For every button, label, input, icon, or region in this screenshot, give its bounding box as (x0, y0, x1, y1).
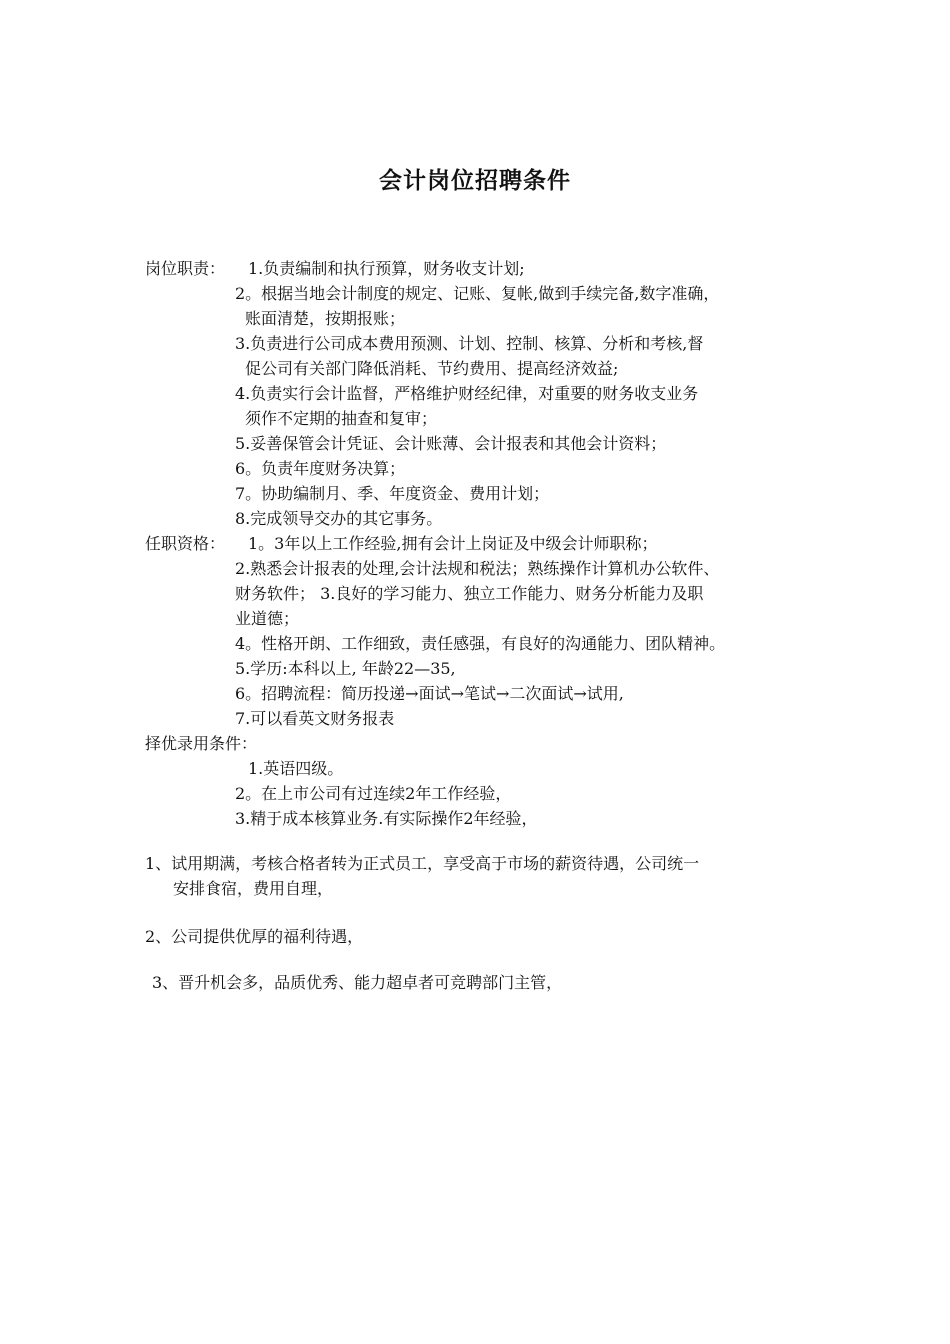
qualification-line: 6。招聘流程：简历投递→面试→笔试→二次面试→试用, (235, 684, 624, 703)
document-title: 会计岗位招聘条件 (379, 168, 571, 194)
qualifications-label: 任职资格： (145, 534, 226, 553)
qualification-line: 1。3年以上工作经验,拥有会计上岗证及中级会计师职称； (248, 534, 658, 553)
preferred-line: 2。在上市公司有过连续2年工作经验， (235, 784, 512, 803)
qualification-line: 4。性格开朗、工作细致，责任感强，有良好的沟通能力、团队精神。 (235, 634, 726, 653)
duty-line: 4.负责实行会计监督，严格维护财经纪律，对重要的财务收支业务 (235, 384, 699, 403)
duty-line: 7。协助编制月、季、年度资金、费用计划； (235, 484, 550, 503)
preferred-line: 3.精于成本核算业务.有实际操作2年经验， (235, 809, 538, 828)
benefit-line: 1、试用期满，考核合格者转为正式员工，享受高于市场的薪资待遇，公司统一 (145, 854, 700, 873)
qualification-line: 5.学历:本科以上, 年龄22—35, (235, 659, 456, 678)
qualification-line: 财务软件； 3.良好的学习能力、独立工作能力、财务分析能力及职 (235, 584, 704, 603)
benefit-line: 安排食宿，费用自理， (173, 879, 334, 898)
duty-line: 8.完成领导交办的其它事务。 (235, 509, 443, 528)
benefit-line: 3、晋升机会多，品质优秀、能力超卓者可竞聘部门主管， (152, 973, 563, 992)
duty-line: 2。根据当地会计制度的规定、记账、复帐,做到手续完备,数字准确， (235, 284, 720, 303)
preferred-line: 1.英语四级。 (248, 759, 344, 778)
qualification-line: 2.熟悉会计报表的处理,会计法规和税法；熟练操作计算机办公软件、 (235, 559, 720, 578)
benefit-line: 2、公司提供优厚的福利待遇， (145, 927, 364, 946)
duty-line: 6。负责年度财务决算； (235, 459, 406, 478)
duty-line: 1.负责编制和执行预算，财务收支计划; (248, 259, 525, 278)
duty-line: 须作不定期的抽查和复审； (245, 409, 438, 428)
qualification-line: 业道德； (235, 609, 300, 628)
duty-line: 促公司有关部门降低消耗、节约费用、提高经济效益; (245, 359, 619, 378)
qualification-line: 7.可以看英文财务报表 (235, 709, 395, 728)
duties-label: 岗位职责： (145, 259, 226, 278)
duty-line: 5.妥善保管会计凭证、会计账薄、会计报表和其他会计资料； (235, 434, 667, 453)
duty-line: 账面清楚，按期报账； (245, 309, 406, 328)
duty-line: 3.负责进行公司成本费用预测、计划、控制、核算、分析和考核,督 (235, 334, 704, 353)
preferred-label: 择优录用条件： (145, 734, 258, 753)
